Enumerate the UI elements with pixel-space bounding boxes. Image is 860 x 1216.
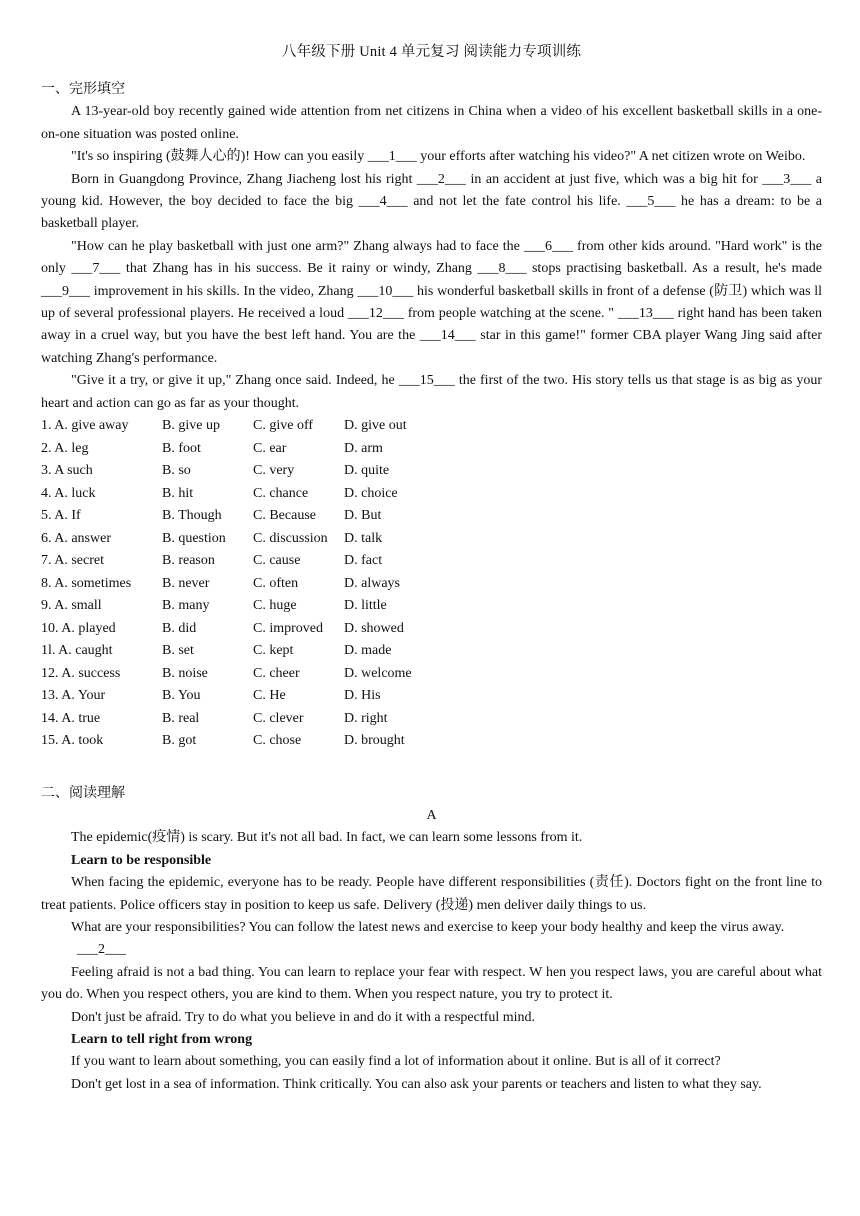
option-d: D. choice bbox=[344, 485, 398, 501]
option-row bbox=[41, 528, 444, 551]
option-a: 2. A. leg bbox=[41, 440, 89, 456]
option-b: B. got bbox=[162, 733, 197, 749]
option-a: 8. A. sometimes bbox=[41, 575, 132, 591]
reading-intro: The epidemic(疫情) is scary. But it's not all bad. In fact, we can learn some lessons from it. bbox=[71, 830, 583, 846]
passage-label: A bbox=[426, 808, 437, 823]
option-b: B. give up bbox=[162, 418, 220, 434]
option-a: 14. A. true bbox=[41, 710, 101, 726]
option-row bbox=[41, 550, 444, 573]
option-c: C. cheer bbox=[253, 665, 300, 681]
option-a: 13. A. Your bbox=[41, 688, 106, 704]
option-b: B. noise bbox=[162, 665, 208, 681]
option-a: 10. A. played bbox=[41, 620, 116, 636]
option-a: 9. A. small bbox=[41, 598, 102, 614]
subheading-right-wrong: Learn to tell right from wrong bbox=[71, 1032, 253, 1048]
option-row bbox=[41, 685, 444, 708]
option-c: C. kept bbox=[253, 643, 294, 659]
option-d: D. right bbox=[344, 710, 388, 726]
subheading-responsible: Learn to be responsible bbox=[71, 852, 212, 868]
option-d: D. give out bbox=[344, 418, 407, 434]
option-d: D. talk bbox=[344, 530, 383, 546]
reading-paragraph: Feeling afraid is not a bad thing. You can learn to replace your fear with respect. W hen you respect laws, you are careful about what you do. When you respect others, you are kind to them. When you respect nature, you try to protect it. bbox=[41, 964, 822, 1003]
cloze-paragraph: "It's so inspiring (鼓舞人心的)! How can you easily ___1___ your efforts after watching his video?" A net citizen wrote on Weibo. bbox=[71, 149, 806, 165]
option-a: 6. A. answer bbox=[41, 530, 111, 546]
option-d: D. But bbox=[344, 508, 382, 524]
option-row bbox=[41, 438, 444, 461]
option-b: B. real bbox=[162, 710, 200, 726]
option-b: B. hit bbox=[162, 485, 194, 501]
option-d: D. quite bbox=[344, 463, 390, 479]
option-c: C. Because bbox=[253, 508, 316, 524]
option-row bbox=[41, 595, 444, 618]
option-a: 3. A such bbox=[41, 463, 93, 479]
option-d: D. welcome bbox=[344, 665, 412, 681]
option-a: 12. A. success bbox=[41, 665, 121, 681]
cloze-paragraph: "Give it a try, or give it up," Zhang once said. Indeed, he ___15___ the first of the two. His story tells us that stage is as big as your heart and action can go as far as your thought. bbox=[41, 373, 822, 411]
option-d: D. fact bbox=[344, 553, 383, 569]
reading-paragraph: If you want to learn about something, you can easily find a lot of information about it online. But is all of it correct? bbox=[71, 1054, 721, 1070]
option-row bbox=[41, 663, 444, 686]
option-b: B. so bbox=[162, 463, 191, 479]
option-d: D. little bbox=[344, 598, 387, 614]
cloze-paragraph: A 13-year-old boy recently gained wide attention from net citizens in China when a video of his excellent basketball skills in a one-on-one situation was posted online. bbox=[41, 104, 822, 142]
option-b: B. question bbox=[162, 530, 226, 546]
option-row bbox=[41, 708, 444, 731]
option-c: C. chose bbox=[253, 733, 302, 749]
option-b: B. Though bbox=[162, 508, 222, 524]
option-b: B. You bbox=[162, 688, 201, 704]
option-a: 15. A. took bbox=[41, 733, 104, 749]
option-c: C. huge bbox=[253, 598, 297, 614]
option-a: 5. A. If bbox=[41, 508, 81, 524]
option-c: C. cause bbox=[253, 553, 301, 569]
option-d: D. made bbox=[344, 643, 392, 659]
option-row bbox=[41, 415, 444, 438]
reading-paragraph: When facing the epidemic, everyone has to be ready. People have different responsibilities (责任). Doctors fight on the front line to treat patients. Police officers stay in position to keep us safe. Delivery (投递) men deliver daily things to us. bbox=[41, 875, 822, 913]
option-c: C. He bbox=[253, 688, 286, 704]
option-row bbox=[41, 640, 444, 663]
option-row bbox=[41, 618, 444, 641]
option-row bbox=[41, 505, 444, 528]
option-c: C. improved bbox=[253, 620, 323, 636]
cloze-paragraph: Born in Guangdong Province, Zhang Jiacheng lost his right ___2___ in an accident at just five, which was a big hit for ___3___ a young kid. However, the boy decided to face the big ___4___ and not let the fate control his life. ___5___ he has a dream: to be a basketball player. bbox=[41, 171, 822, 232]
option-row bbox=[41, 573, 444, 596]
option-d: D. brought bbox=[344, 733, 405, 749]
reading-paragraph: Don't just be afraid. Try to do what you believe in and do it with a respectful mind. bbox=[71, 1009, 536, 1025]
option-b: B. reason bbox=[162, 553, 215, 569]
option-a: 7. A. secret bbox=[41, 553, 104, 569]
option-a: 1l. A. caught bbox=[41, 643, 113, 659]
option-b: B. did bbox=[162, 620, 197, 636]
option-row bbox=[41, 483, 444, 506]
option-b: B. foot bbox=[162, 440, 201, 456]
option-c: C. chance bbox=[253, 485, 309, 501]
option-d: D. His bbox=[344, 688, 381, 704]
reading-paragraph: What are your responsibilities? You can follow the latest news and exercise to keep your body healthy and keep the virus away. bbox=[71, 920, 785, 936]
page-title: 八年级下册 Unit 4 单元复习 阅读能力专项训练 bbox=[281, 44, 582, 60]
cloze-paragraph: "How can he play basketball with just one arm?" Zhang always had to face the ___6___ from other kids around. "Hard work" is the only ___7___ that Zhang has in his success. Be it rainy or windy, Zhang ___8___ stops practising basketball. As a result, he's made ___9___ improvement in his skills. In the video, Zhang ___10___ his wonderful basketball skills in front of a defense (防卫) which was ll up of several professional players. He received a loud ___12___ from people watching at the scene. " ___13___ right hand has been taken away in a cruel way, but you have the best left hand. You are the ___14___ star in this game!" former CBA player Wang Jing said after watching Zhang's performance. bbox=[41, 238, 822, 366]
option-c: C. clever bbox=[253, 710, 304, 726]
option-c: C. give off bbox=[253, 418, 314, 434]
option-d: D. showed bbox=[344, 620, 404, 636]
option-c: C. ear bbox=[253, 440, 287, 456]
option-a: 1. A. give away bbox=[41, 418, 129, 434]
option-d: D. always bbox=[344, 575, 400, 591]
section1-heading: 一、完形填空 bbox=[41, 82, 125, 97]
reading-paragraph: Don't get lost in a sea of information. Think critically. You can also ask your parents or teachers and listen to what they say. bbox=[71, 1076, 762, 1092]
cloze-options-table bbox=[41, 415, 444, 753]
option-d: D. arm bbox=[344, 440, 383, 456]
option-row bbox=[41, 460, 444, 483]
option-b: B. never bbox=[162, 575, 210, 591]
section2-heading: 二、阅读理解 bbox=[41, 785, 125, 801]
subheading-blank: ___2___ bbox=[77, 942, 126, 958]
option-a: 4. A. luck bbox=[41, 485, 96, 501]
option-c: C. very bbox=[253, 463, 295, 479]
option-row bbox=[41, 730, 444, 753]
option-c: C. discussion bbox=[253, 530, 328, 546]
option-b: B. many bbox=[162, 598, 210, 614]
option-b: B. set bbox=[162, 643, 194, 659]
option-c: C. often bbox=[253, 575, 299, 591]
